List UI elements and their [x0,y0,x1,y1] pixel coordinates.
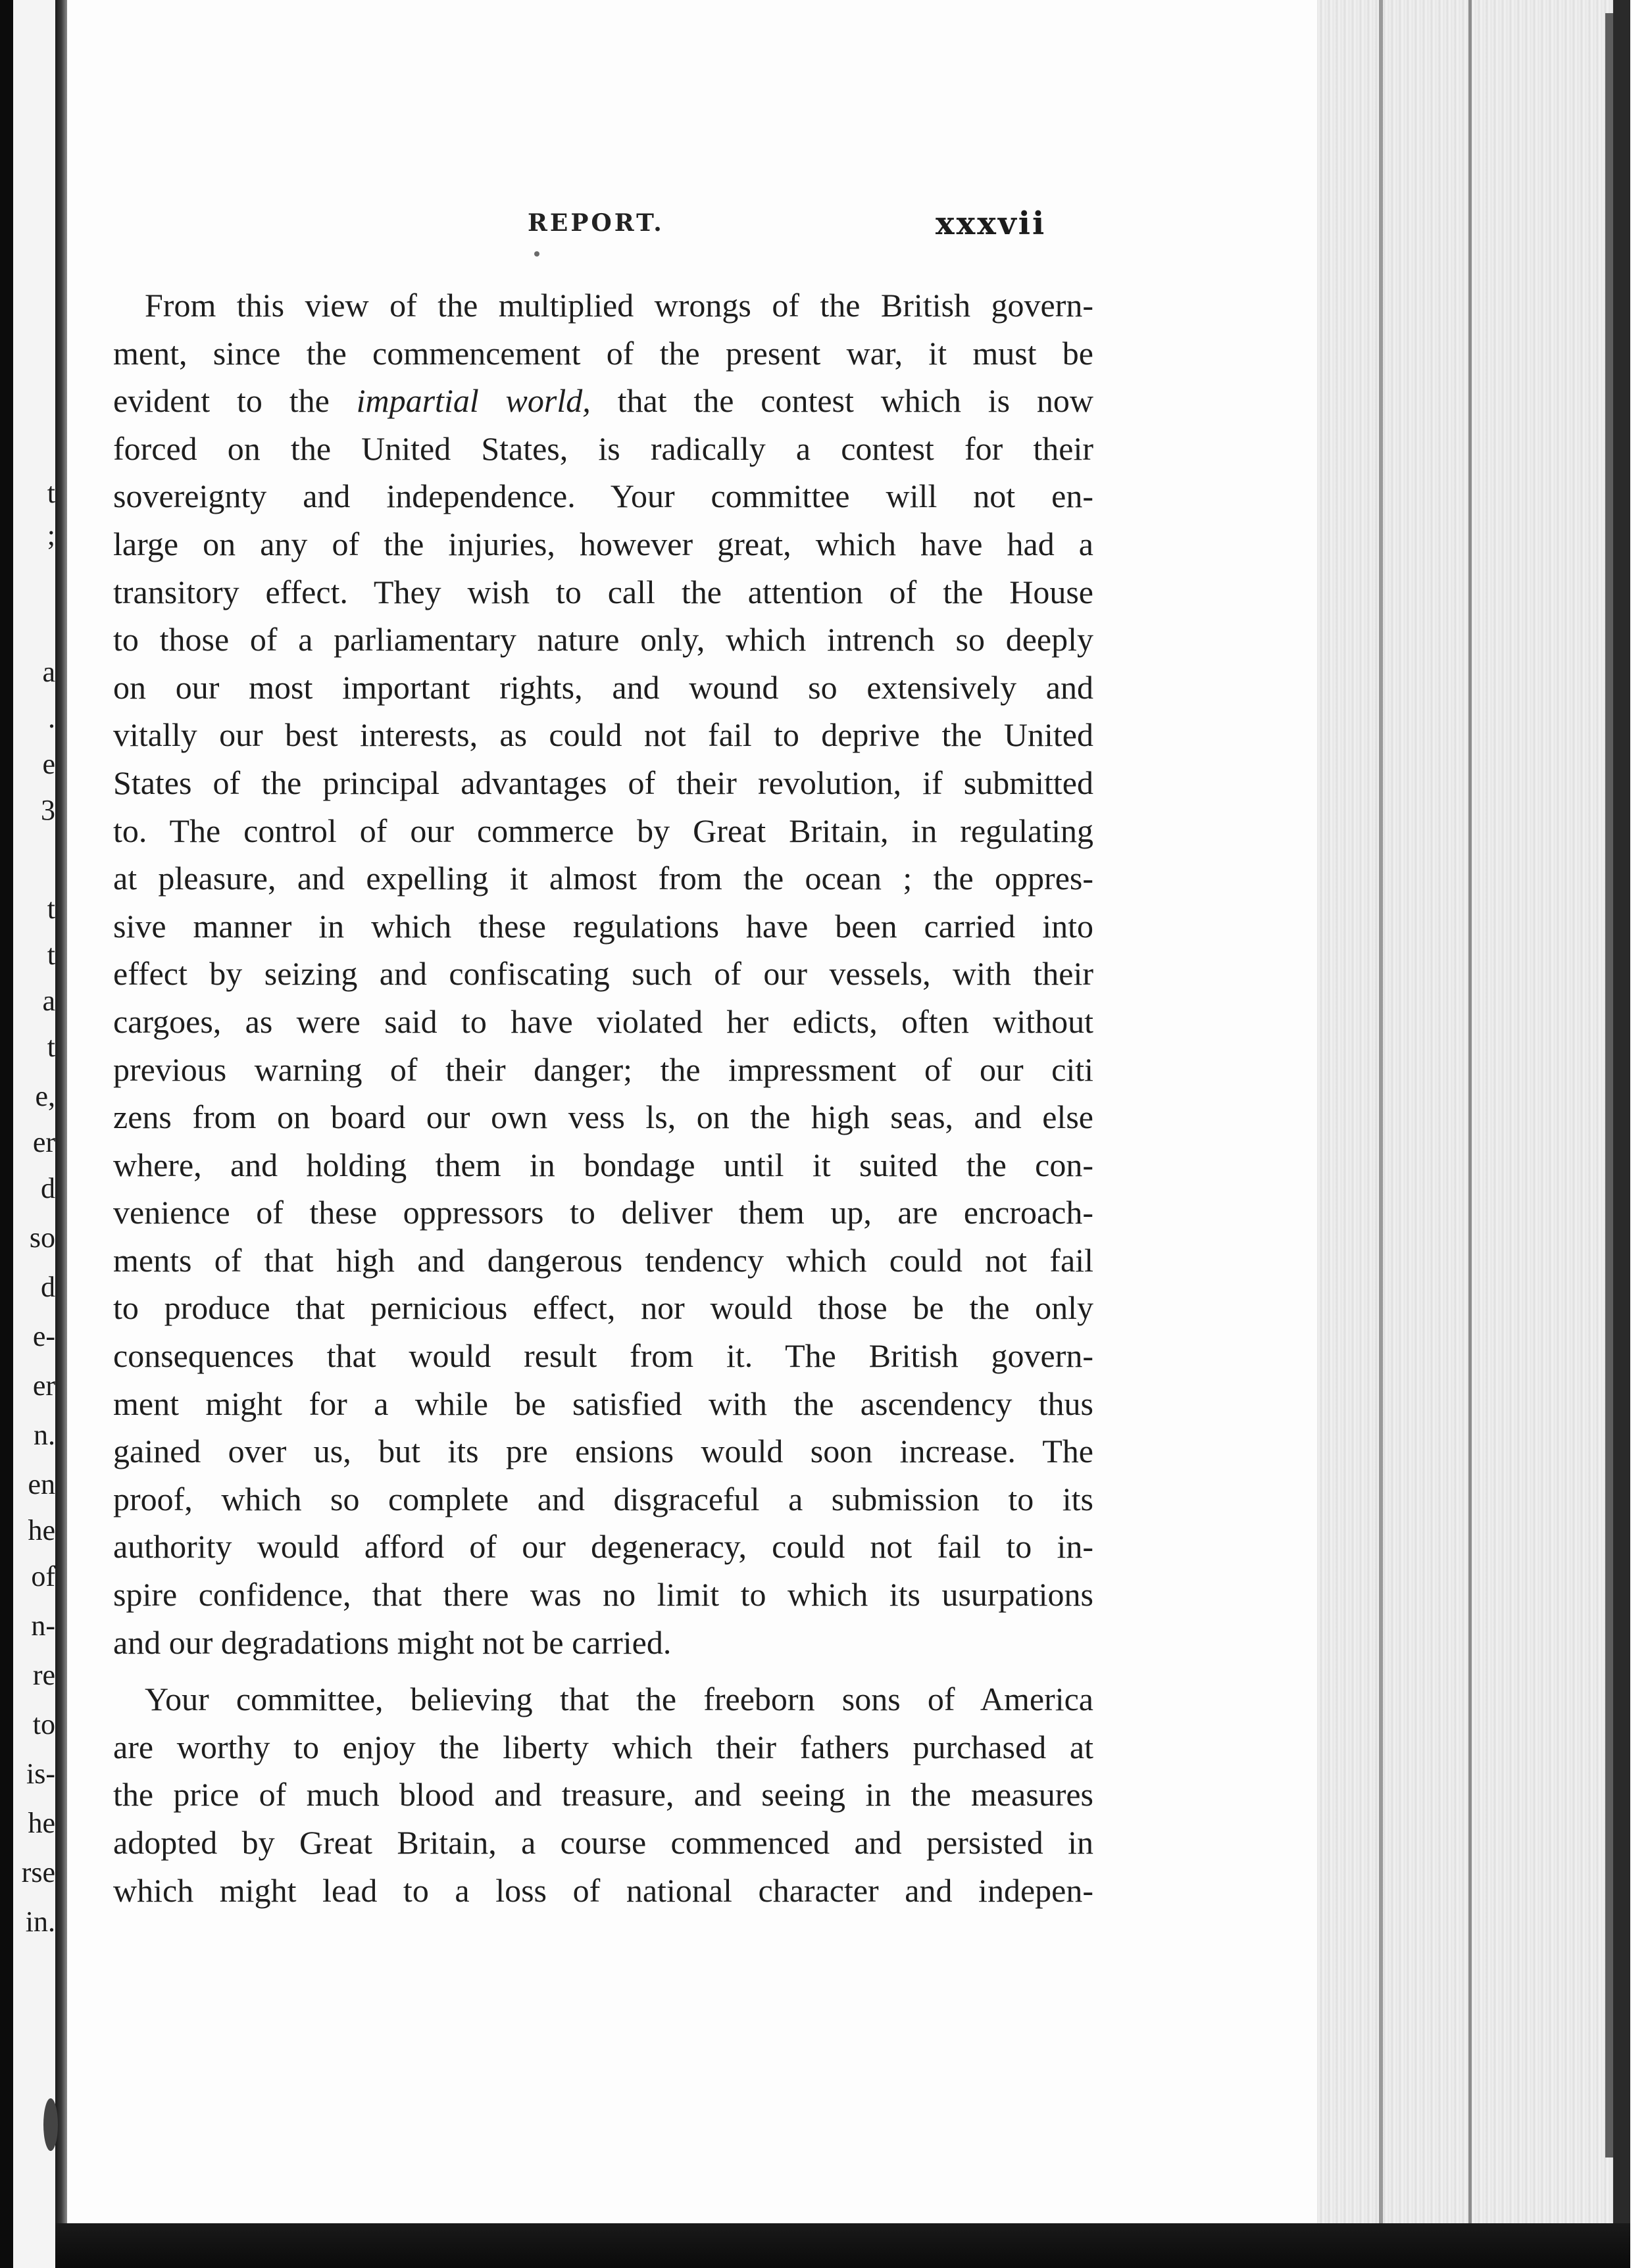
book-gutter [55,0,67,2268]
fragment: d [41,1271,55,1303]
text-line: venience of these oppressors to deliver them up, are encroach- [113,1194,1093,1231]
text-line: vitally our best interests, as could not fail to deprive the United [113,716,1093,754]
text-line: ments of that high and dangerous tendency which could not fail [113,1241,1093,1279]
book-page [67,0,1317,2223]
fragment: ; [47,519,55,551]
fragment: to [32,1708,55,1740]
text-line: effect by seizing and confiscating such of our vessels, with their [113,955,1093,993]
fragment: t [47,477,55,509]
text-line: to. The control of our commerce by Great Britain, in regulating [113,812,1093,849]
fragment: so [29,1221,55,1254]
text-line: cargoes, as were said to have violated her edicts, often without [113,1002,1093,1040]
text-line: large on any of the injuries, however great, which have had a [113,525,1093,562]
page-edge-line [1379,0,1383,2263]
text-line: proof, which so complete and disgraceful a submission to its [113,1480,1093,1517]
page-edge-stack [1317,0,1630,2268]
text-line: States of the principal advantages of their revolution, if submitted [113,764,1093,801]
fragment: en [28,1468,55,1500]
fragment: in. [25,1906,55,1938]
text-line: spire confidence, that there was no limit to which its usurpations [113,1576,1093,1614]
running-head [67,205,1317,249]
fragment: re [32,1659,55,1691]
fragment: he [28,1807,55,1839]
text-line: zens from on board our own vess ls, on the high seas, and else [113,1098,1093,1136]
text-line: where, and holding them in bondage until it suited the con- [113,1146,1093,1183]
text-line: at pleasure, and expelling it almost from the ocean ; the oppres- [113,860,1093,897]
page-edge-line [1468,0,1472,2263]
binding-clip-mark [43,2098,58,2151]
fragment: t [47,893,55,925]
text-line: ment might for a while be satisfied with the ascendency thus [113,1385,1093,1422]
text-line: which might lead to a loss of national character and indepen- [113,1871,1093,1909]
text-line: to produce that pernicious effect, nor would those be the only [113,1289,1093,1327]
fragment: e- [32,1320,55,1352]
report-body [113,282,1093,1914]
fragment: t [47,939,55,971]
text-line: and our degradations might not be carried. [113,1623,672,1661]
fragment: is- [26,1758,55,1790]
text-line: forced on the United States, is radically a contest for their [113,430,1093,467]
fragment: d [41,1172,55,1204]
text-line: to those of a parliamentary nature only, which intrench so deeply [113,621,1093,658]
text-line: From this view of the multiplied wrongs of the British govern- [145,287,1093,324]
text-line: transitory effect. They wish to call the attention of the House [113,573,1093,610]
scan-margin-right [1630,0,1650,2268]
fragment: e, [35,1080,55,1112]
fragment: a [42,985,55,1017]
text-line: on our most important rights, and wound so extensively and [113,668,1093,706]
facing-page-text-fragments [9,0,55,2268]
scan-bottom-edge [55,2223,1630,2268]
fragment: rse [21,1856,55,1888]
text-line: Your committee, believing that the freeborn sons of America [145,1681,1093,1718]
fragment: e [42,748,55,780]
page-number: xxxvii [936,205,1047,242]
fragment: . [48,702,55,734]
fragment: 3 [41,794,55,826]
text-line: sovereignty and independence. Your committee will not en- [113,478,1093,515]
fragment: of [31,1560,55,1592]
fragment: er [32,1369,55,1402]
text-line: adopted by Great Britain, a course commenced and persisted in [113,1824,1093,1861]
fragment: t [47,1031,55,1063]
text-line: ment, since the commencement of the present war, it must be [113,334,1093,372]
text-line [113,377,1093,425]
text-line: previous warning of their danger; the impressment of our citi [113,1050,1093,1088]
italic-phrase: impartial world, [356,382,591,420]
page-edge-line [1605,13,1613,2157]
text-segment: that the contest which is now [590,382,1093,420]
ink-speck [534,251,539,257]
text-line: gained over us, but its pre ensions would soon increase. The [113,1433,1093,1470]
fragment: n- [31,1610,55,1642]
text-line: are worthy to enjoy the liberty which their fathers purchased at [113,1728,1093,1765]
running-head-title: REPORT. [528,209,664,237]
paragraph-gap [113,1666,1093,1675]
text-segment: evident to the [113,382,357,420]
text-line: consequences that would result from it. The British govern- [113,1337,1093,1375]
fragment: er [32,1126,55,1158]
text-line: authority would afford of our degeneracy, could not fail to in- [113,1528,1093,1565]
cover-edge [1613,0,1630,2268]
fragment: n. [34,1419,55,1451]
fragment: a [42,656,55,688]
fragment: he [28,1514,55,1546]
text-line: the price of much blood and treasure, and seeing in the measures [113,1776,1093,1813]
text-line: sive manner in which these regulations have been carried into [113,907,1093,945]
